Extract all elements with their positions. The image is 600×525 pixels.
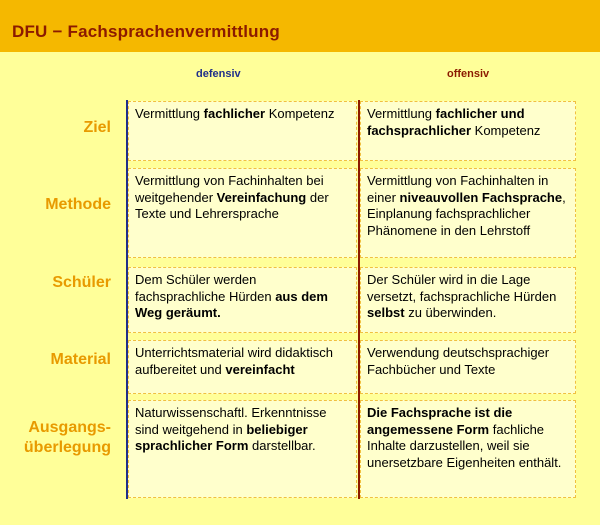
cell-text-segment: Naturwissenschaftl. Erkenntnisse sind weitgehend in — [135, 405, 327, 437]
cell-text-segment: der Texte und Lehrersprache — [135, 189, 329, 221]
cell-text-segment: darstellbar. — [248, 438, 316, 453]
cell-text-segment: beliebiger sprachlicher Form — [135, 421, 308, 453]
title-bar — [0, 0, 600, 52]
cell-methode-offensiv — [360, 168, 576, 258]
cell-text-segment: Vereinfachung — [216, 189, 307, 205]
cell-material-offensiv — [360, 340, 576, 394]
cell-text-segment: Vermittlung — [135, 106, 204, 121]
row-label-schueler: Schüler — [52, 274, 111, 291]
cell-schueler-defensiv — [128, 267, 357, 333]
page-title: DFU − Fachsprachenvermittlung — [12, 22, 280, 41]
cell-text-segment: aus dem Weg geräumt. — [135, 288, 328, 320]
cell-text-segment: Der Schüler wird in die Lage versetzt, fachsprachliche Hürden — [367, 272, 557, 304]
cell-text-segment: selbst — [367, 305, 405, 320]
cell-text-segment: vereinfacht — [225, 361, 295, 377]
cell-text-segment: Vermittlung — [367, 106, 436, 121]
cell-text-segment: Unterrichtsmaterial wird didaktisch aufbereitet und — [135, 345, 333, 377]
row-label-ausgangsueberlegung: Ausgangs- überlegung — [23, 419, 111, 456]
cell-text-segment: Vermittlung von Fachinhalten bei weitgehender — [135, 173, 324, 205]
cell-text-segment: Vermittlung von Fachinhalten in einer — [367, 173, 549, 205]
cell-text-segment: Kompetenz — [265, 106, 335, 121]
column-header-offensiv: offensiv — [447, 68, 490, 80]
cell-material-defensiv — [128, 340, 357, 394]
cell-text-segment: Dem Schüler werden fachsprachliche Hürden — [135, 272, 276, 304]
cell-ausgangsueberlegung-offensiv — [360, 400, 576, 498]
row-label-ziel: Ziel — [83, 119, 111, 136]
cell-text-segment: fachlicher — [203, 106, 266, 121]
cell-text-segment: fachliche Inhalte darzustellen, weil sie unersetzbare Eigenheiten enthält. — [367, 421, 562, 470]
cell-ziel-defensiv — [128, 101, 357, 161]
cell-ausgangsueberlegung-defensiv — [128, 400, 357, 498]
cell-text-segment: Verwendung deutschsprachiger Fachbücher und Texte — [367, 345, 550, 377]
column-header-defensiv: defensiv — [196, 68, 241, 80]
cell-text-segment: fachlicher und fachsprachlicher — [367, 106, 525, 138]
cell-text-segment: niveauvollen Fachsprache — [399, 189, 563, 205]
cell-methode-defensiv — [128, 168, 357, 258]
row-label-material: Material — [50, 351, 111, 368]
cell-text-segment: zu überwinden. — [404, 305, 497, 320]
cell-text-segment: Kompetenz — [471, 122, 541, 138]
row-label-methode: Methode — [45, 196, 111, 213]
cell-ziel-offensiv — [360, 101, 576, 161]
cell-text-segment: , Einplanung fachsprachlicher Phänomene in den Lehrstoff — [367, 189, 566, 238]
cell-text-segment: Die Fachsprache ist die angemessene Form — [367, 405, 513, 437]
cell-schueler-offensiv — [360, 267, 576, 333]
